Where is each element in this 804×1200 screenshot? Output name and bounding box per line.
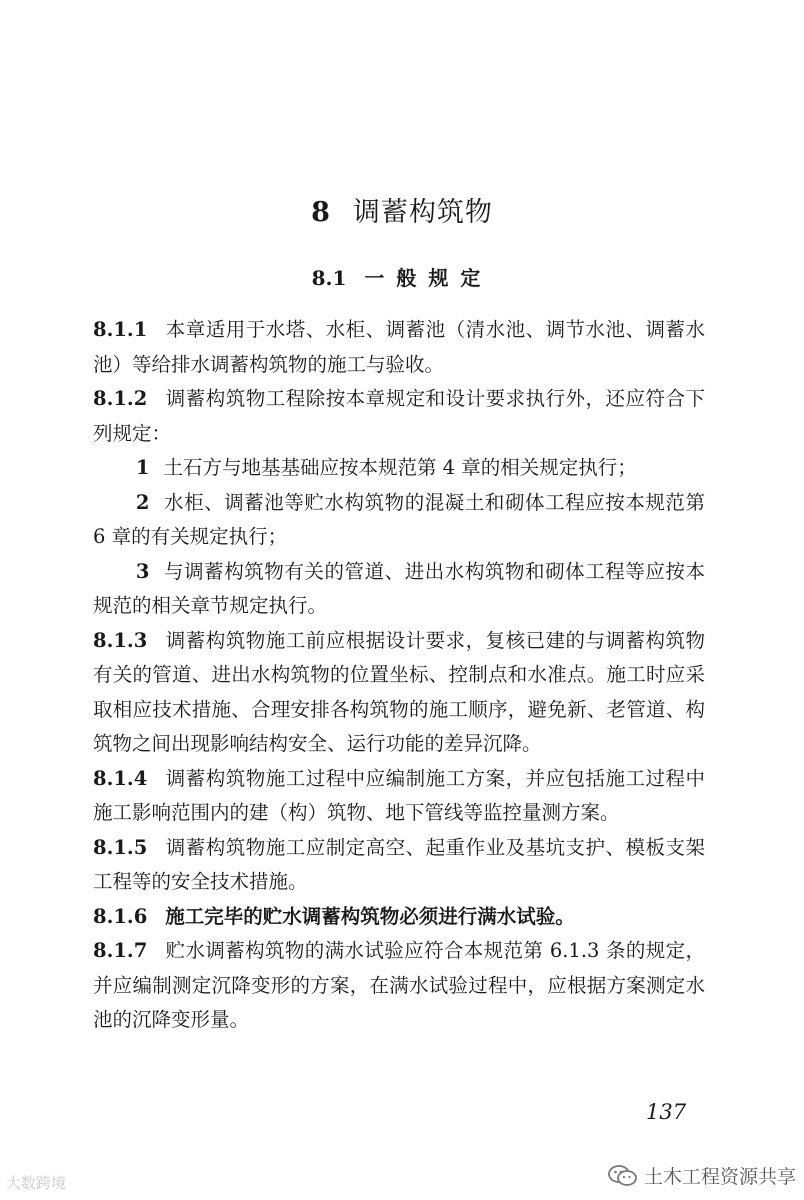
wechat-icon [608, 1164, 638, 1188]
watermark-right [608, 1162, 796, 1189]
item-text: 水柜、调蓄池等贮水构筑物的混凝土和砌体工程应按本规范第 6 章的有关规定执行； [93, 490, 705, 548]
clause-8-1-6 [93, 900, 705, 935]
clause-8-1-3 [93, 624, 705, 762]
clause-item-2 [93, 486, 705, 555]
item-number: 1 [135, 456, 150, 479]
clause-text: 调蓄构筑物工程除按本章规定和设计要求执行外，还应符合下列规定： [93, 387, 705, 445]
clause-8-1-2 [93, 382, 705, 451]
chapter-title [0, 193, 804, 233]
clause-text: 调蓄构筑物施工前应根据设计要求，复核已建的与调蓄构筑物有关的管道、进出水构筑物的位置坐标、控制点和水准点。施工时应采取相应技术措施、合理安排各构筑物的施工顺序，避免新、老管道、构筑物之间出现影响结构安全、运行功能的差异沉降。 [93, 628, 705, 755]
clause-text: 施工完毕的贮水调蓄构筑物必须进行满水试验。 [165, 904, 575, 928]
clause-item-3 [93, 555, 705, 624]
clause-8-1-5 [93, 831, 705, 900]
clause-number: 8.1.6 [93, 904, 148, 928]
clause-item-1 [93, 451, 705, 486]
watermark-left: 大数跨境 [6, 1174, 67, 1192]
section-title [0, 262, 804, 294]
watermark-right-text: 土木工程资源共享 [643, 1166, 796, 1188]
section-title-text: 一般规定 [364, 266, 493, 290]
clause-8-1-1 [93, 313, 705, 382]
clause-number: 8.1.2 [93, 387, 148, 410]
clause-text: 贮水调蓄构筑物的满水试验应符合本规范第 6.1.3 条的规定，并应编制测定沉降变形的方案，在满水试验过程中，应根据方案测定水池的沉降变形量。 [93, 939, 705, 1031]
item-text: 与调蓄构筑物有关的管道、进出水构筑物和砌体工程等应按本规范的相关章节规定执行。 [93, 559, 705, 617]
clause-number: 8.1.4 [93, 766, 148, 790]
clause-body [93, 313, 705, 1038]
page-number: 137 [646, 1100, 687, 1124]
section-number: 8.1 [311, 266, 347, 290]
clause-number: 8.1.3 [93, 628, 148, 652]
chapter-number: 8 [311, 197, 331, 228]
item-text: 土石方与地基基础应按本规范第 4 章的相关规定执行； [163, 456, 637, 479]
clause-number: 8.1.1 [93, 318, 148, 341]
item-number: 3 [135, 559, 150, 583]
clause-number: 8.1.5 [93, 835, 148, 859]
clause-text: 调蓄构筑物施工过程中应编制施工方案，并应包括施工过程中施工影响范围内的建（构）筑物、地下管线等监控量测方案。 [93, 766, 705, 824]
chapter-title-text: 调蓄构筑物 [352, 197, 493, 228]
item-number: 2 [135, 490, 150, 514]
clause-8-1-7 [93, 934, 705, 1038]
clause-text: 本章适用于水塔、水柜、调蓄池（清水池、调节水池、调蓄水池）等给排水调蓄构筑物的施工与验收。 [93, 318, 705, 376]
clause-number: 8.1.7 [93, 939, 148, 962]
clause-8-1-4 [93, 762, 705, 831]
clause-text: 调蓄构筑物施工应制定高空、起重作业及基坑支护、模板支架工程等的安全技术措施。 [93, 835, 705, 893]
